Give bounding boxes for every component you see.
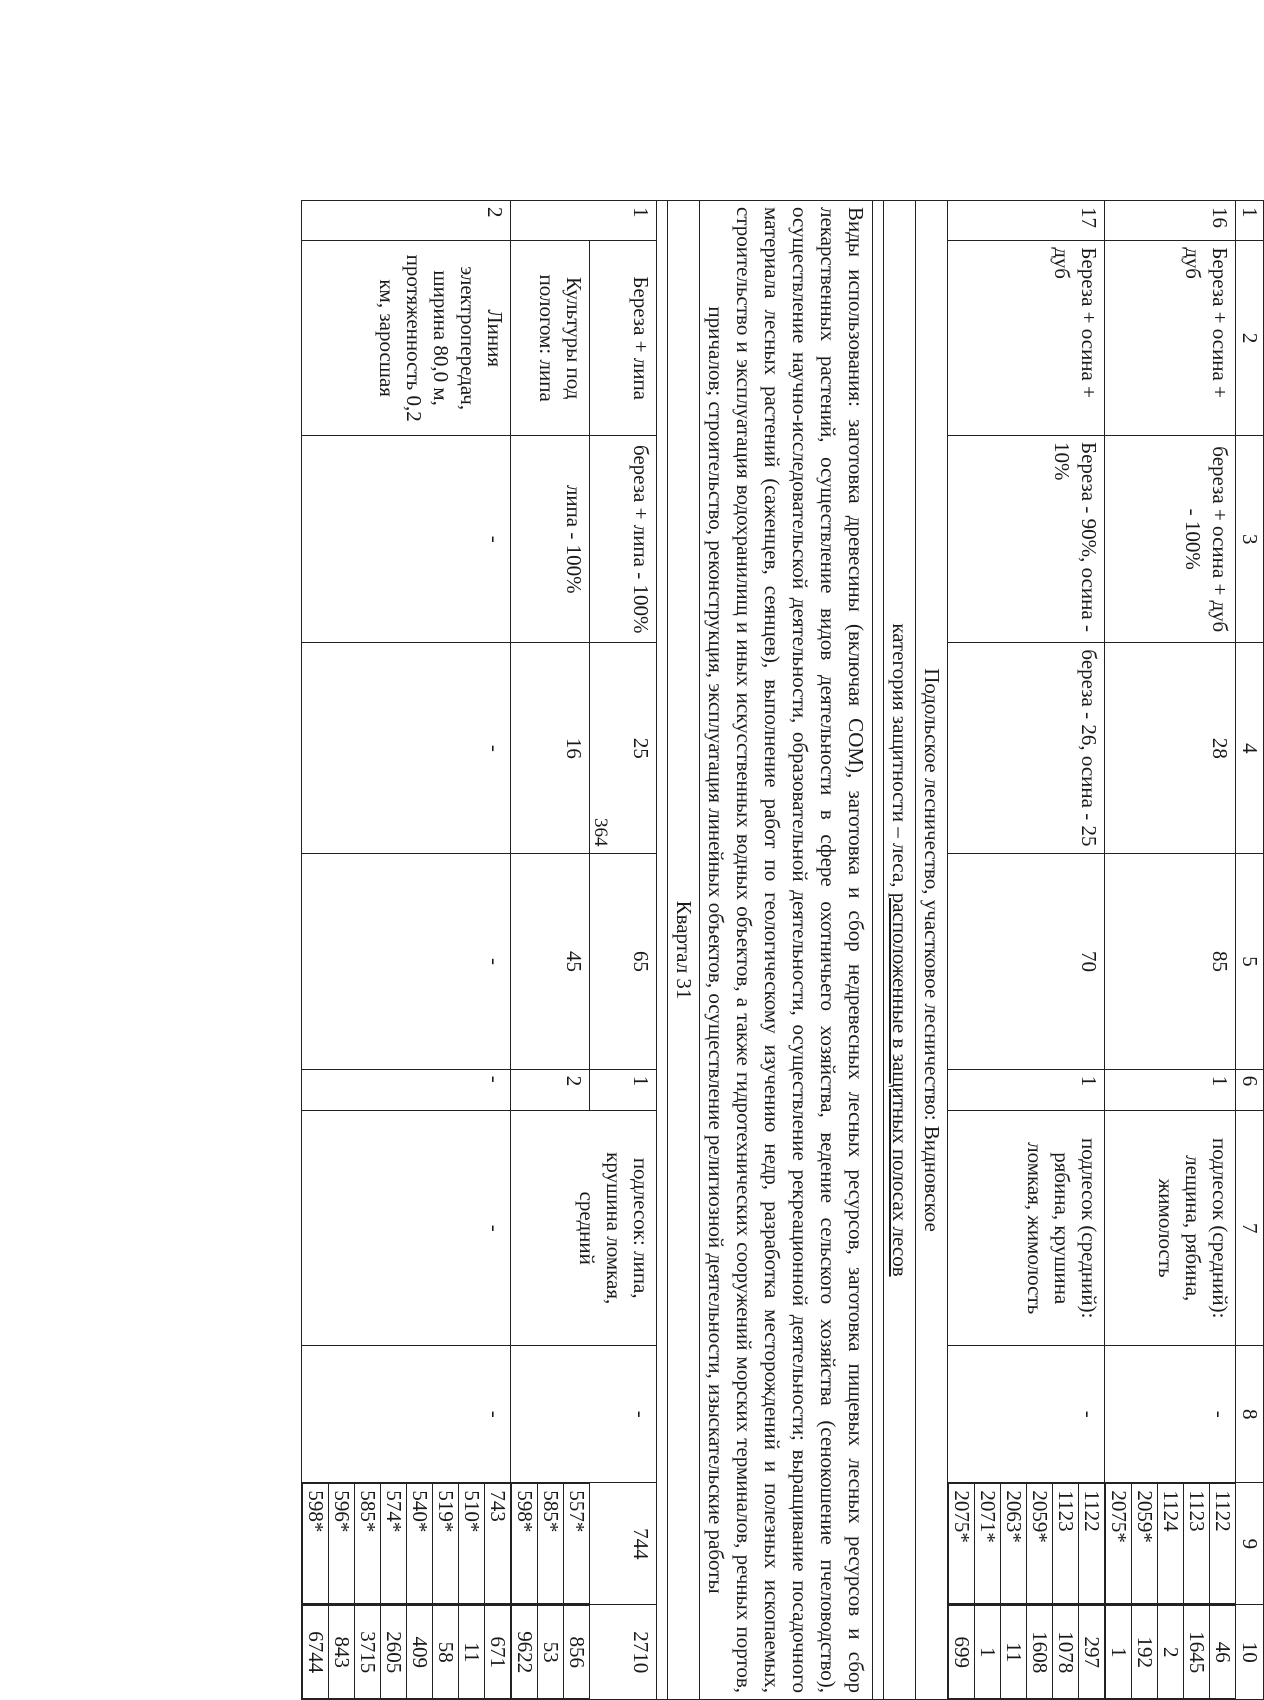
value-list — [511, 1605, 590, 1700]
nested-codes — [511, 1483, 589, 1604]
value: 856 — [564, 1606, 590, 1699]
code-list — [948, 1483, 1105, 1605]
species-composition: Береза + осина + дуб — [1105, 241, 1236, 436]
header-row — [1236, 201, 1264, 1700]
value-list — [1105, 1605, 1236, 1700]
category-row — [884, 201, 916, 1700]
rotated-page — [300, 200, 1264, 1700]
category-underlined: расположенные в защитных полосах лесов — [888, 892, 912, 1277]
cell-col-4: береза - 26, осина - 25 — [948, 643, 1105, 854]
header-col-2: 2 — [1236, 241, 1264, 436]
nested-codes — [948, 1483, 1104, 1604]
cell-col-6: 1 — [948, 1069, 1105, 1110]
forest-inventory-table — [301, 200, 1264, 1700]
category-text: категория защитности – леса, расположенные в защитных полосах лесов — [888, 623, 912, 1277]
value: 297 — [1079, 1606, 1105, 1699]
value: 671 — [485, 1606, 511, 1699]
cell-col-5: 45 — [511, 854, 590, 1069]
value: 843 — [329, 1606, 355, 1699]
table-row-17 — [948, 201, 1105, 1700]
code: 1122 — [1079, 1484, 1105, 1604]
nested-values — [948, 1605, 1104, 1699]
code: 557* — [564, 1484, 590, 1604]
value: 409 — [407, 1606, 433, 1699]
spacer-row — [657, 201, 668, 1700]
cell-col-6: - — [302, 1069, 511, 1110]
code: 585* — [538, 1484, 564, 1604]
usage-row — [700, 201, 873, 1700]
cell-col-8: - — [1105, 1346, 1236, 1483]
cell-col-8: - — [302, 1346, 511, 1483]
cell-col-4: 28 — [1105, 643, 1236, 854]
header-col-10: 10 — [1236, 1605, 1264, 1700]
species-composition: Береза + липа — [590, 241, 657, 436]
table-row-16 — [1105, 201, 1236, 1700]
value: 2605 — [381, 1606, 407, 1699]
species-share: береза + осина + дуб - 100% — [1105, 436, 1236, 643]
cell-col-6: 2 — [511, 1069, 590, 1110]
row-number: 2 — [302, 201, 511, 241]
header-col-4: 4 — [1236, 643, 1264, 854]
cell-col-5: 70 — [948, 854, 1105, 1069]
value-list — [948, 1605, 1105, 1700]
value: 1608 — [1027, 1606, 1053, 1699]
code: 2071* — [975, 1484, 1001, 1604]
value: 58 — [433, 1606, 459, 1699]
cell-col-4: 16 — [511, 643, 590, 854]
code: 2075* — [949, 1484, 975, 1604]
spacer — [657, 201, 668, 1700]
value: 9622 — [512, 1606, 538, 1699]
value: 53 — [538, 1606, 564, 1699]
code: 2075* — [1106, 1484, 1132, 1604]
code-list — [302, 1483, 511, 1605]
code: 596* — [329, 1484, 355, 1604]
code: 519* — [433, 1484, 459, 1604]
code: 1122 — [1210, 1484, 1236, 1604]
code: 510* — [459, 1484, 485, 1604]
header-col-1: 1 — [1236, 201, 1264, 241]
value: 1 — [1106, 1606, 1132, 1699]
cell-col-4: - — [302, 643, 511, 854]
code: 585* — [355, 1484, 381, 1604]
usage-text: Виды использования: заготовка древесины (включая СОМ), заготовка и сбор недревесных лесных ресурсов, заготовка пищевых лесных ресурсов и сбор лекарственных растений, осуществление видов деятельности в сфере охотничьего хозяйства, ведение сельского хозяйства (сенокошение пчеловодство), осуществление научно-исследовательской деятельности, образовательной деятельности, осуществление рекреационной деятельности; выращивание посадочного материала лесных растений (саженцев, сеянцев), выполнение работ по геологическому изучению недр, разработка месторождений и полезных ископаемых, строительство и эксплуатация водохранилищ и иных искусственных водных объектов, а также гидротехнических сооружений морских терминалов, речных портов, причалов; строительство, реконструкция, эксплуатация линейных объектов, осуществление религиозной деятельности, изыскательские работы — [700, 201, 873, 1700]
species-composition: Береза + осина + дуб — [948, 241, 1105, 436]
code: 1124 — [1158, 1484, 1184, 1604]
undergrowth: подлесок: липа, крушина ломкая, средний — [511, 1111, 657, 1346]
cell-col-6: 1 — [590, 1069, 657, 1110]
species-share: - — [302, 436, 511, 643]
code: 598* — [512, 1484, 538, 1604]
cell-col-5: - — [302, 854, 511, 1069]
page-number: 364 — [590, 818, 611, 847]
kvartal-row — [668, 201, 700, 1700]
value: 2710 — [590, 1605, 657, 1700]
species-share: липа - 100% — [511, 436, 590, 643]
row-number: 1 — [511, 201, 657, 241]
code: 1123 — [1184, 1484, 1210, 1604]
nested-values — [1105, 1605, 1235, 1699]
code: 540* — [407, 1484, 433, 1604]
value: 46 — [1210, 1606, 1236, 1699]
cell-col-5: 65 — [590, 854, 657, 1069]
table-row-k2 — [302, 201, 511, 1700]
header-col-9: 9 — [1236, 1483, 1264, 1605]
code: 574* — [381, 1484, 407, 1604]
code: 1123 — [1053, 1484, 1079, 1604]
cell-col-4: 25 — [590, 643, 657, 854]
value: 6744 — [303, 1606, 329, 1699]
header-col-8: 8 — [1236, 1346, 1264, 1483]
value: 1 — [975, 1606, 1001, 1699]
nested-values — [511, 1605, 589, 1699]
species-composition: Линия электропередач, ширина 80,0 м, протяженность 0,2 км, заросшая — [302, 241, 511, 436]
undergrowth: подлесок (средний): лещина, рябина, жимолость — [1105, 1111, 1236, 1346]
value: 2 — [1158, 1606, 1184, 1699]
category-cell — [884, 201, 916, 1700]
cell-col-8: - — [511, 1346, 657, 1483]
value: 1078 — [1053, 1606, 1079, 1699]
code-list — [511, 1483, 590, 1605]
code: 743 — [485, 1484, 511, 1604]
value: 11 — [459, 1606, 485, 1699]
value-list — [302, 1605, 511, 1700]
code: 2063* — [1001, 1484, 1027, 1604]
nested-codes — [1105, 1483, 1235, 1604]
header-col-6: 6 — [1236, 1069, 1264, 1110]
cell-col-6: 1 — [1105, 1069, 1236, 1110]
cell-col-5: 85 — [1105, 854, 1236, 1069]
kvartal-title: Квартал 31 — [668, 201, 700, 1700]
section-title-row — [916, 201, 948, 1700]
spacer-row — [873, 201, 884, 1700]
header-col-3: 3 — [1236, 436, 1264, 643]
value: 699 — [949, 1606, 975, 1699]
code: 2059* — [1027, 1484, 1053, 1604]
undergrowth: - — [302, 1111, 511, 1346]
section-title: Подольское лесничество, участковое лесничество: Видновское — [916, 201, 948, 1700]
nested-codes — [302, 1483, 510, 1604]
value: 192 — [1132, 1606, 1158, 1699]
row-number: 17 — [948, 201, 1105, 241]
code: 598* — [303, 1484, 329, 1604]
row-number: 16 — [1105, 201, 1236, 241]
header-col-5: 5 — [1236, 854, 1264, 1069]
code: 2059* — [1132, 1484, 1158, 1604]
value: 11 — [1001, 1606, 1027, 1699]
species-share: береза + липа - 100% — [590, 436, 657, 643]
value: 3715 — [355, 1606, 381, 1699]
nested-values — [302, 1605, 510, 1699]
species-composition: Культуры под пологом: липа — [511, 241, 590, 436]
table-row-k1a — [590, 201, 657, 1700]
cell-col-8: - — [948, 1346, 1105, 1483]
spacer — [873, 201, 884, 1700]
code: 744 — [590, 1483, 657, 1605]
header-col-7: 7 — [1236, 1111, 1264, 1346]
undergrowth: подлесок (средний): рябина, крушина ломкая, жимолость — [948, 1111, 1105, 1346]
code-list — [1105, 1483, 1236, 1605]
species-share: Береза - 90%, осина - 10% — [948, 436, 1105, 643]
value: 1645 — [1184, 1606, 1210, 1699]
